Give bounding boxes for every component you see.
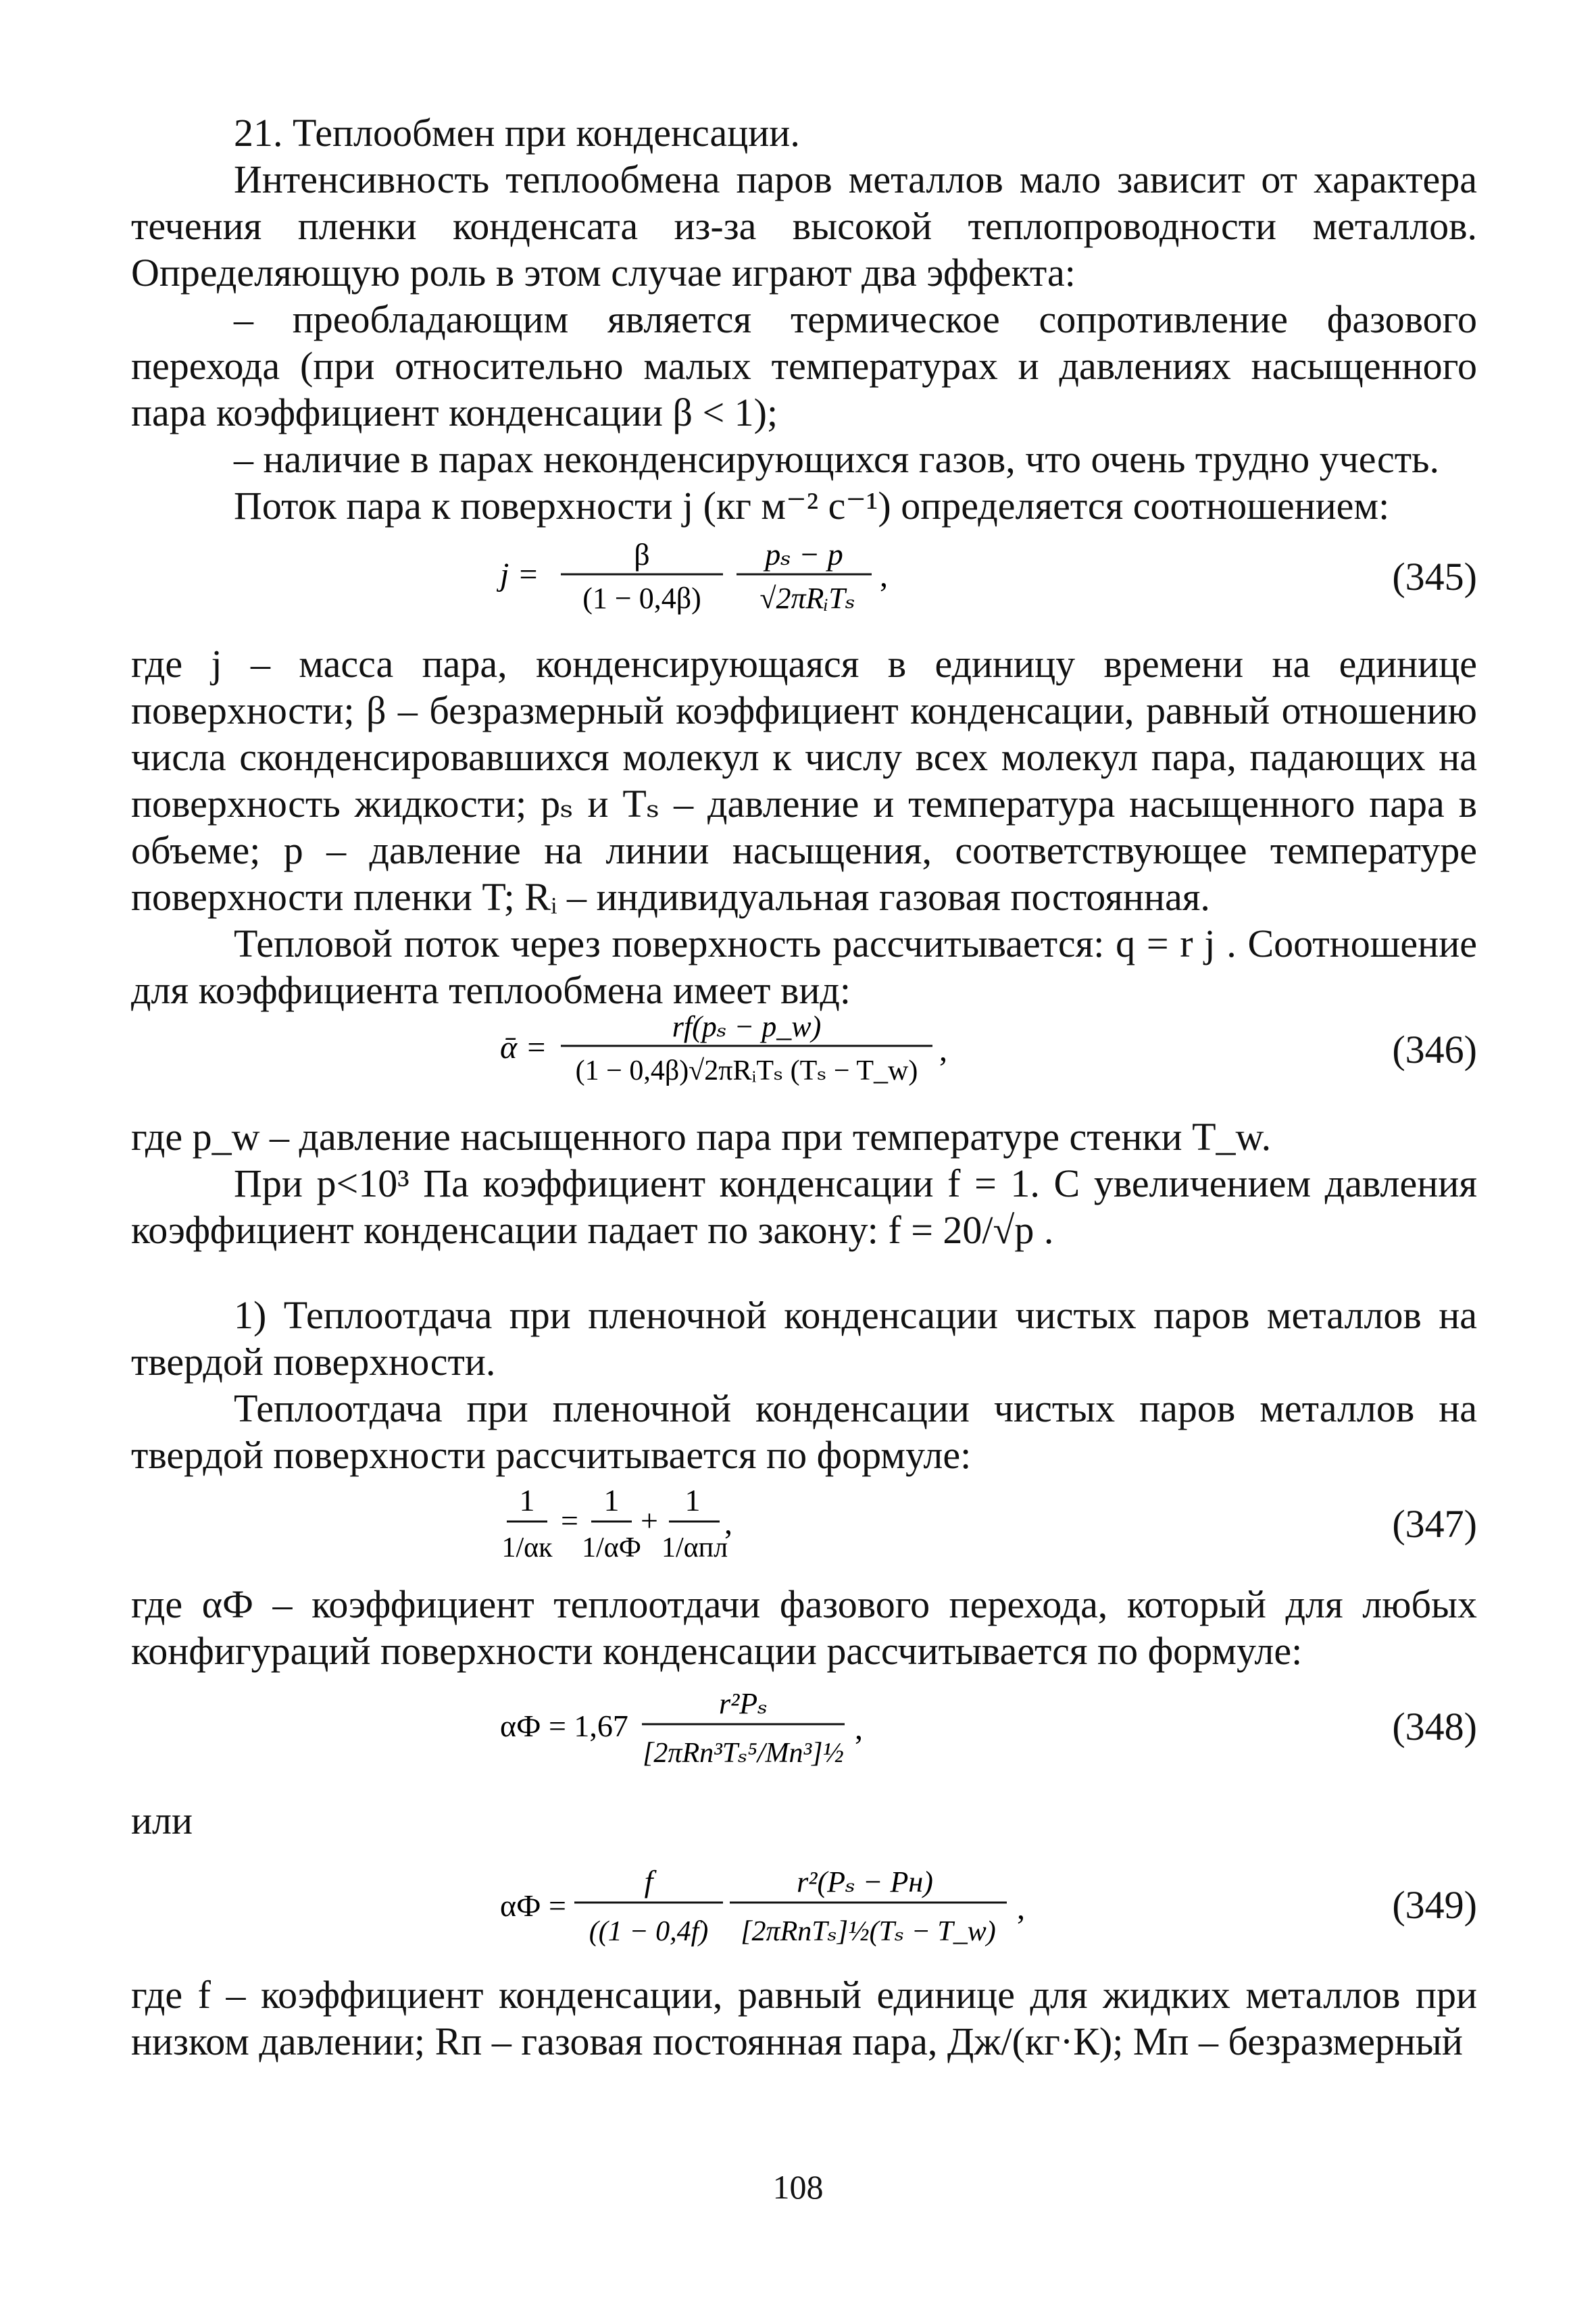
eq349-lhs: αФ = [500,1888,566,1923]
svg-text:1: 1 [603,1483,620,1517]
equation-347 [487,1477,797,1571]
svg-text:,: , [855,1711,863,1746]
svg-text:,: , [724,1505,732,1541]
equation-349 [487,1853,1054,1961]
paragraph-condensation-coefficient: При p<10³ Па коэффициент конденсации f = 1. С увеличением давления коэффициент конденсации падает по закону: f = 20/√p . [131,1161,1477,1252]
equation-345-graphic [487,530,959,624]
equation-number-346: (346) [1392,1028,1477,1072]
eq347-term2: 1/αпл [661,1532,728,1563]
eq347-term1: 1/αФ [582,1532,641,1563]
eq345-lhs: j = [500,557,539,593]
equation-348-graphic [487,1674,919,1782]
paragraph-subsection-1: 1) Теплоотдача при пленочной конденсации чистых паров металлов на твердой поверхности. [131,1293,1477,1384]
svg-text:1: 1 [519,1483,535,1517]
paragraph-effect-1: – преобладающим является термическое сопротивление фазового перехода (при относительно малых температурах и давлениях насыщенного пара коэффициент конденсации β < 1); [131,297,1477,434]
paragraph-alpha-phase: где αФ – коэффициент теплоотдачи фазового перехода, который для любых конфигураций поверхности конденсации рассчитывается по формуле: [131,1582,1477,1673]
eq349-num2: r²(Pₛ − Pн) [797,1865,933,1898]
eq348-lhs: αФ = 1,67 [500,1709,628,1743]
equation-346-graphic [487,999,1000,1093]
equation-346 [487,999,1000,1093]
eq348-den: [2πRп³Tₛ⁵/Mп³]½ [643,1738,844,1769]
eq346-den: (1 − 0,4β)√2πRᵢTₛ (Tₛ − T_w) [575,1055,918,1086]
paragraph-vapor-flux: Поток пара к поверхности j (кг м⁻² с⁻¹) определяется соотношением: [234,484,1390,528]
svg-text:,: , [880,558,888,594]
eq346-num: rf(pₛ − p_w) [672,1010,822,1043]
svg-text:+: + [641,1503,658,1538]
paragraph-heat-flux: Тепловой поток через поверхность рассчитывается: q = r j . Соотношение для коэффициента теплообмена имеет вид: [131,922,1477,1012]
paragraph-definitions-345: где j – масса пара, конденсирующаяся в единицу времени на единице поверхности; β – безразмерный коэффициент конденсации, равный отношению числа сконденсировавшихся молекул к числу всех молекул пара, падающих на поверхность жидкости; pₛ и Tₛ – давление и температура насыщенного пара в объеме; p – давление на линии насыщения, соответствующее температуре поверхности пленки T; Rᵢ – индивидуальная газовая постоянная. [131,642,1477,919]
page-number: 108 [772,2168,824,2206]
paragraph-formula-intro: Теплоотдача при пленочной конденсации чистых паров металлов на твердой поверхности рассчитывается по формуле: [131,1386,1477,1477]
paragraph-effect-2: – наличие в парах неконденсирующихся газов, что очень трудно учесть. [234,437,1440,481]
eq345-den2: √2πRᵢTₛ [759,582,855,615]
paragraph-or: или [131,1799,193,1842]
paragraph-intro: Интенсивность теплообмена паров металлов мало зависит от характера течения пленки конденсата из-за высокой теплопроводности металлов. Определяющую роль в этом случае играют два эффекта: [131,157,1477,295]
equation-number-347: (347) [1392,1502,1477,1546]
equation-345 [487,530,959,624]
svg-text:,: , [939,1032,947,1068]
paragraph-pw-definition: где p_w – давление насыщенного пара при температуре стенки T_w. [131,1115,1272,1159]
equation-number-345: (345) [1392,555,1477,599]
svg-text:=: = [561,1503,578,1538]
svg-text:1: 1 [684,1483,701,1517]
svg-text:,: , [1017,1890,1025,1926]
equation-number-348: (348) [1392,1705,1477,1749]
eq349-den1: ((1 − 0,4f) [589,1916,709,1947]
eq345-num2: pₛ − p [765,537,843,572]
eq348-num: r²Pₛ [718,1687,768,1720]
equation-number-349: (349) [1392,1883,1477,1927]
equation-349-graphic [487,1853,1054,1961]
eq345-num1: β [634,537,650,572]
paragraph-definitions-349: где f – коэффициент конденсации, равный единице для жидких металлов при низком давлении; Rп – газовая постоянная пара, Дж/(кг·К); Мп – безразмерный [131,1973,1477,2063]
eq349-num1: f [644,1864,653,1898]
eq349-den2: [2πRпTₛ]½(Tₛ − T_w) [741,1916,996,1947]
eq347-lhs: 1/αк [501,1532,553,1563]
section-heading: 21. Теплообмен при конденсации. [234,111,800,155]
equation-348 [487,1674,919,1782]
equation-347-graphic [487,1477,797,1571]
eq346-lhs: ᾱ = [500,1030,547,1065]
eq345-den1: (1 − 0,4β) [582,582,701,615]
